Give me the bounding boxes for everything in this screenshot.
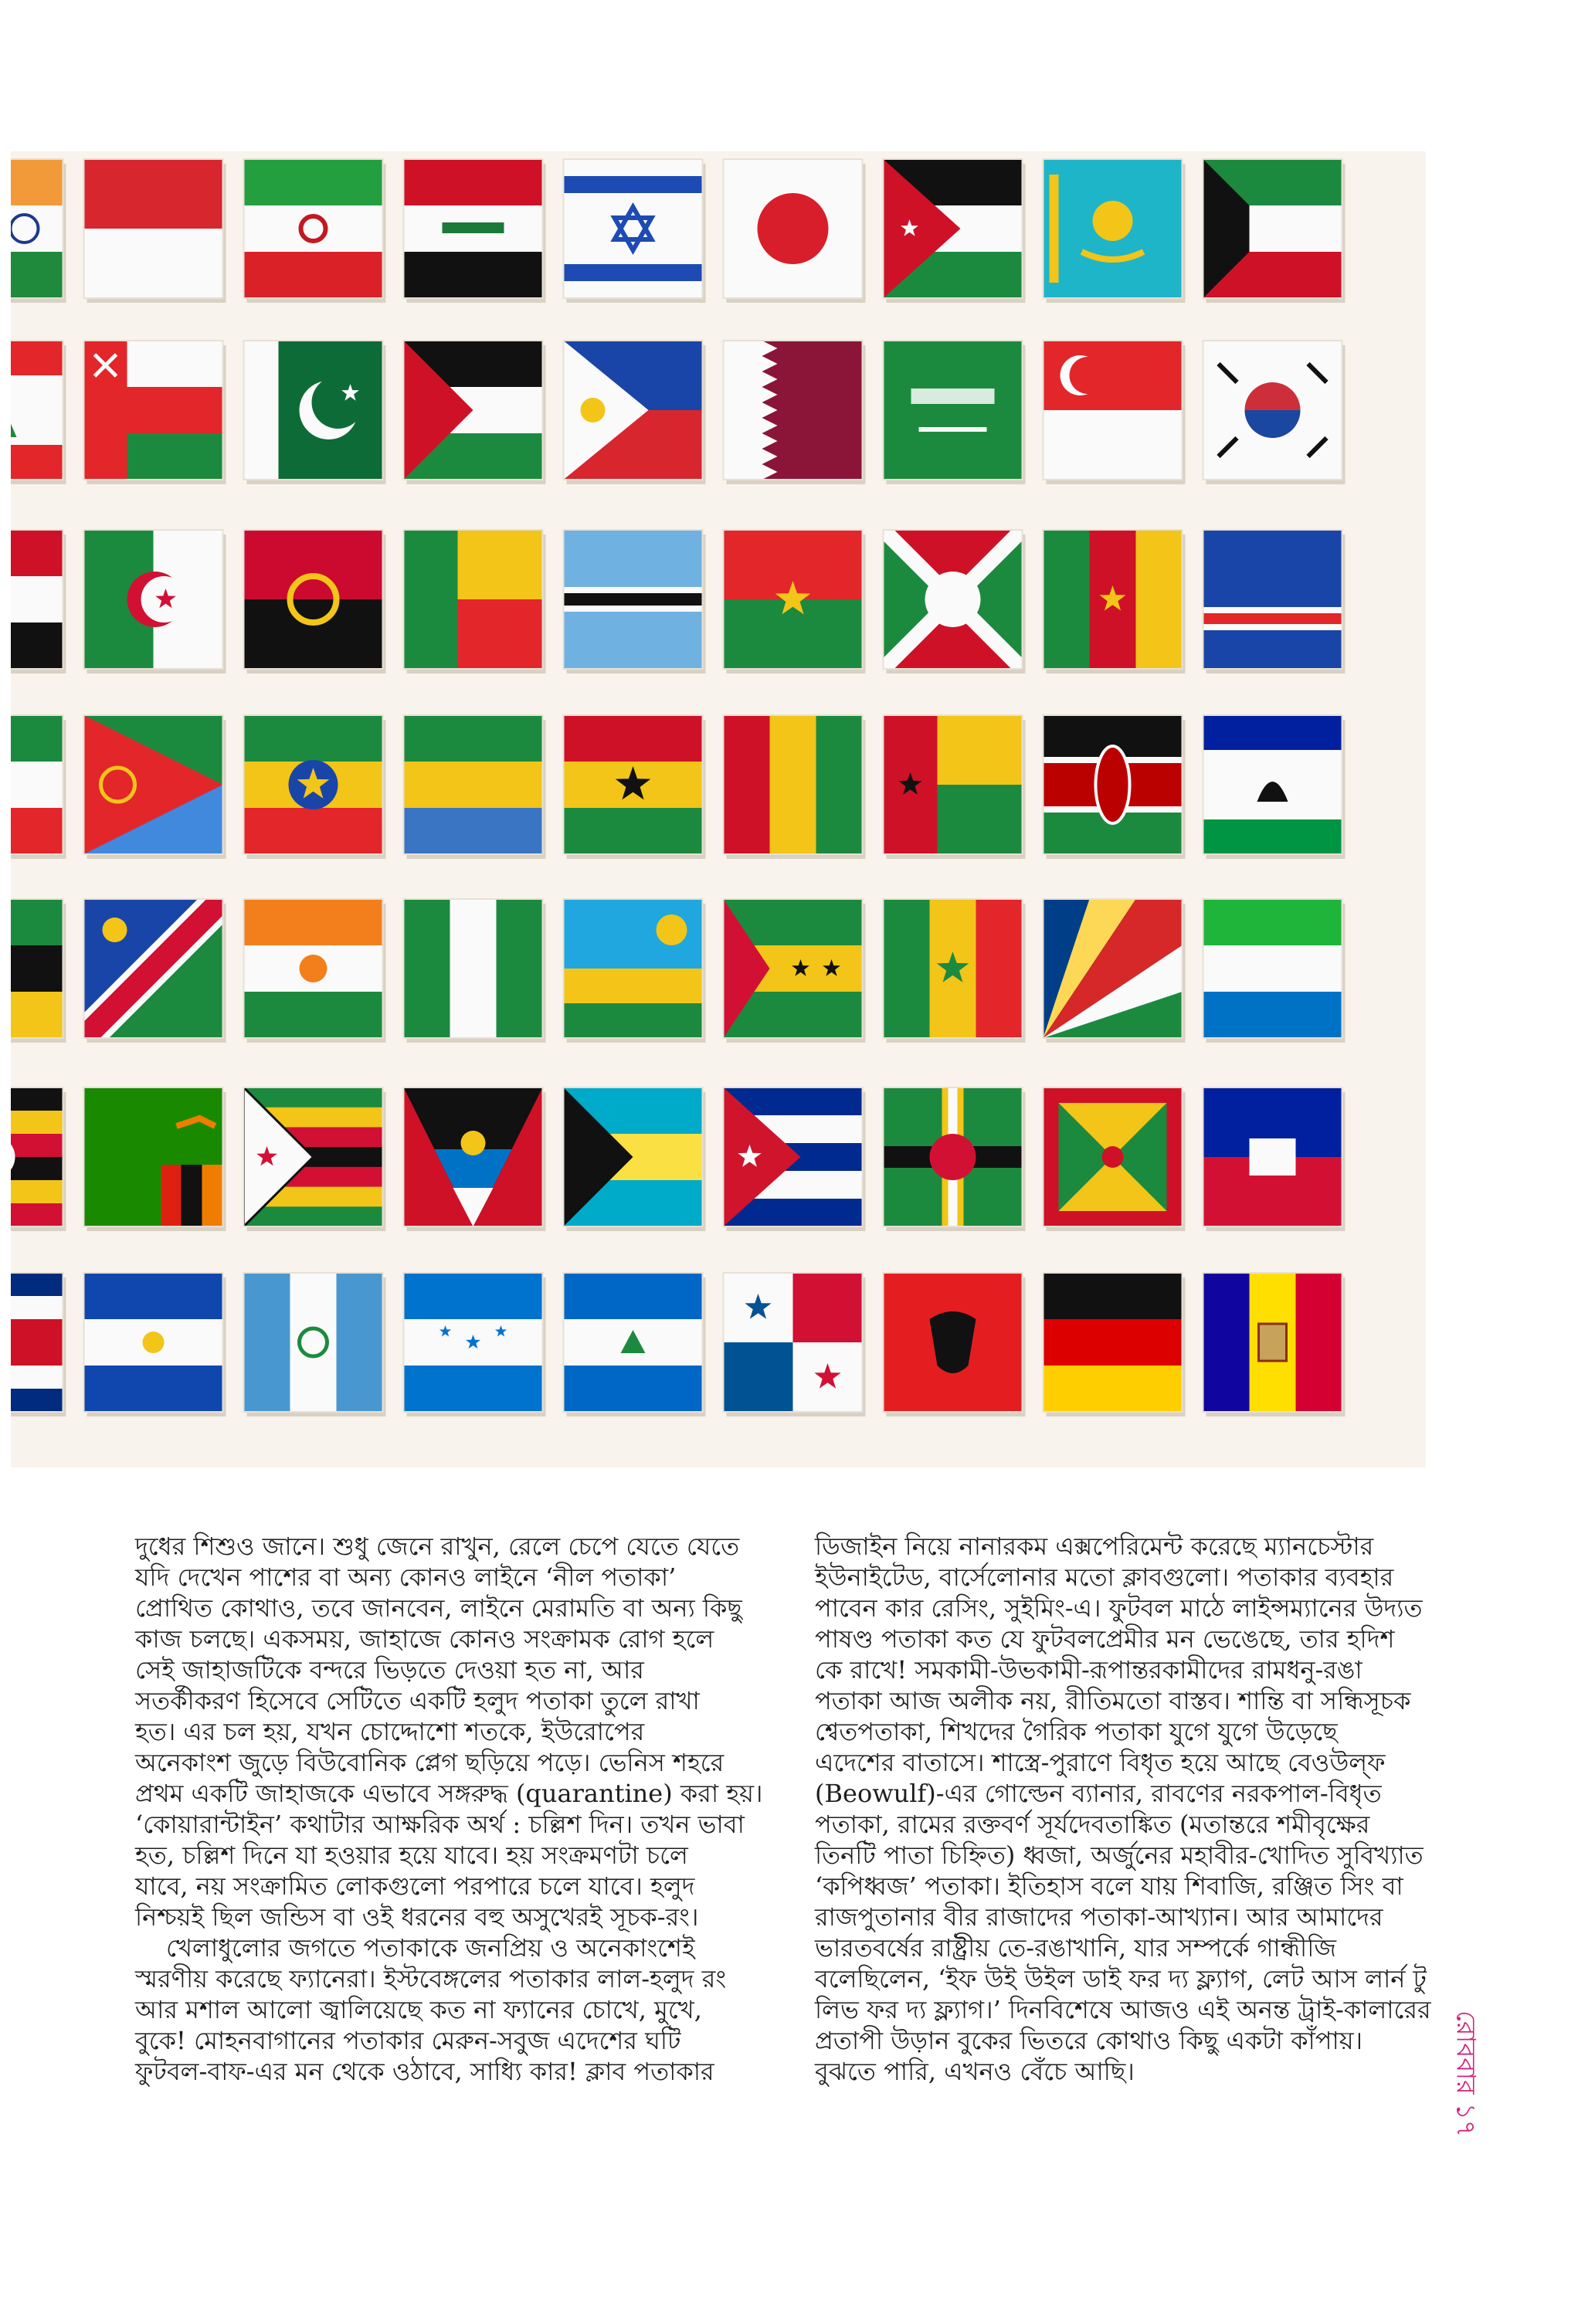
flag-dominica xyxy=(884,1087,1026,1231)
flag-botswana xyxy=(564,530,706,673)
flag-philippines xyxy=(564,341,706,484)
text-line: সতর্কীকরণ হিসেবে সেটিতে একটি হলুদ পতাকা তুলে রাখা xyxy=(135,1686,700,1715)
text-line: খেলাধুলোর জগতে পতাকাকে জনপ্রিয় ও অনেকাংশেই xyxy=(166,1933,695,1963)
flag-equatorial-guinea xyxy=(11,715,66,859)
flag-pakistan xyxy=(244,341,386,484)
flag-nicaragua xyxy=(564,1273,706,1416)
text-line: লিভ ফর দ্য ফ্ল্যাগ।’ দিনবিশেষে আজও এই অনন্ত ট্রাই-কালারের xyxy=(815,1995,1431,2024)
text-line: প্রতাপী উড়ান বুকের ভিতরে কোথাও কিছু একটা কাঁপায়। xyxy=(815,2026,1363,2055)
flag-guatemala xyxy=(244,1273,386,1416)
text-line: বলেছিলেন, ‘ইফ উই উইল ডাই ফর দ্য ফ্ল্যাগ, লেট আস লার্ন টু xyxy=(815,1964,1427,1993)
text-line: ফুটবল-বাফ-এর মন থেকে ওঠাবে, সাধ্যি কার! ক্লাব পতাকার xyxy=(135,2057,714,2086)
flag-ghana xyxy=(564,715,706,859)
flag-iran xyxy=(244,159,386,303)
flag-cameroon xyxy=(1044,530,1186,673)
folio-text: রোববার ১৭ xyxy=(1450,2010,1481,2137)
text-line: এদেশের বাতাসে। শাস্ত্রে-পুরাণে বিধৃত হয়ে আছে বেওউল্‌ফ xyxy=(815,1748,1386,1777)
flag-burundi xyxy=(884,530,1026,673)
flag-niger xyxy=(244,899,386,1043)
flag-uganda xyxy=(11,1087,66,1231)
flag-nigeria xyxy=(404,899,546,1043)
flag-honduras xyxy=(404,1273,546,1416)
flag-albania xyxy=(884,1273,1026,1416)
text-line: (Beowulf)-এর গোল্ডেন ব্যানার, রাবণের নরকপাল-বিধৃত xyxy=(815,1779,1382,1808)
flag-kenya xyxy=(1044,715,1186,859)
text-line: যাবে, নয় সংক্রামিত লোকগুলো পরপারে চলে যাবে। হলুদ xyxy=(135,1871,695,1901)
text-line: আর মশাল আলো জ্বালিয়েছে কত না ফ্যানের চোখে, মুখে, xyxy=(135,1995,702,2024)
flag-japan xyxy=(724,159,866,303)
text-line: রাজপুতানার বীর রাজাদের পতাকা-আখ্যান। আর আমাদের xyxy=(815,1902,1383,1932)
text-line: যদি দেখেন পাশের বা অন্য কোনও লাইনে ‘নীল পতাকা’ xyxy=(135,1562,677,1592)
text-line: ডিজাইন নিয়ে নানারকম এক্সপেরিমেন্ট করেছে ম্যানচেস্টার xyxy=(815,1532,1374,1561)
text-line: নিশ্চয়ই ছিল জন্ডিস বা ওই ধরনের বহু অসুখেরই সূচক-রং। xyxy=(135,1902,699,1932)
flag-saudi-arabia xyxy=(884,341,1026,484)
text-line: প্রোথিত কোথাও, তবে জানবেন, লাইনে মেরামতি বা অন্য কিছু xyxy=(135,1593,742,1623)
flag-grid xyxy=(11,151,1426,1467)
flag-antigua xyxy=(404,1087,546,1231)
flag-iraq xyxy=(404,159,546,303)
flag-guinea xyxy=(724,715,866,859)
flag-guinea-bissau xyxy=(884,715,1026,859)
article-left-column xyxy=(135,1531,763,2087)
flag-singapore xyxy=(1044,341,1186,484)
flag-ethiopia xyxy=(244,715,386,859)
text-line: পাষণ্ড পতাকা কত যে ফুটবলপ্রেমীর মন ভেঙেছে, তার হদিশ xyxy=(815,1624,1395,1654)
flag-bahamas xyxy=(564,1087,706,1231)
flag-andorra xyxy=(1203,1273,1346,1416)
flag-oman xyxy=(84,341,226,484)
text-line: হত, চল্লিশ দিনে যা হওয়ার হয়ে যাবে। হয় সংক্রমণটা চলে xyxy=(135,1841,688,1870)
flag-seychelles xyxy=(1044,899,1186,1043)
flag-palestine xyxy=(404,341,546,484)
flag-lesotho xyxy=(1203,715,1346,859)
text-line: বুঝতে পারি, এখনও বেঁচে আছি। xyxy=(815,2057,1135,2086)
text-line: পতাকা আজ অলীক নয়, রীতিমতো বাস্তব। শান্তি বা সন্ধিসূচক xyxy=(815,1686,1411,1715)
flag-el-salvador xyxy=(84,1273,226,1416)
flag-south-korea xyxy=(1203,341,1346,484)
text-line: অনেকাংশ জুড়ে বিউবোনিক প্লেগ ছড়িয়ে পড়ে। ভেনিস শহরে xyxy=(135,1748,725,1777)
flag-egypt xyxy=(11,530,66,673)
text-line: প্রথম একটি জাহাজকে এভাবে সঙ্গরুদ্ধ (quarantine) করা হয়। xyxy=(135,1779,763,1808)
flag-india xyxy=(11,159,66,303)
flag-gabon xyxy=(404,715,546,859)
text-line: বুকে! মোহনবাগানের পতাকার মেরুন-সবুজ এদেশের ঘটি xyxy=(135,2026,681,2055)
text-line: হত। এর চল হয়, যখন চোদ্দোশো শতকে, ইউরোপের xyxy=(135,1717,645,1746)
article-right-column xyxy=(815,1531,1441,2087)
page-folio xyxy=(1433,1946,1495,2201)
flag-algeria xyxy=(84,530,226,673)
flag-kuwait xyxy=(1203,159,1346,303)
flag-cuba xyxy=(724,1087,866,1231)
flag-sao-tome xyxy=(724,899,866,1043)
flag-cape-verde xyxy=(1203,530,1346,673)
text-line: কে রাখে! সমকামী-উভকামী-রূপান্তরকামীদের রামধনু-রঙা xyxy=(815,1655,1363,1684)
text-line: ইউনাইটেড, বার্সেলোনার মতো ক্লাবগুলো। পতাকার ব্যবহার xyxy=(815,1562,1394,1592)
text-line: ‘কোয়ারান্টাইন’ কথাটার আক্ষরিক অর্থ : চল্লিশ দিন। তখন ভাবা xyxy=(135,1810,745,1839)
text-line: দুধের শিশুও জানে। শুধু জেনে রাখুন, রেলে চেপে যেতে যেতে xyxy=(135,1532,740,1561)
text-line: শ্বেতপতাকা, শিখদের গৈরিক পতাকা যুগে যুগে উড়েছে xyxy=(815,1717,1338,1746)
text-line: সেই জাহাজটিকে বন্দরে ভিড়তে দেওয়া হত না, আর xyxy=(135,1655,644,1684)
flag-angola xyxy=(244,530,386,673)
text-line: পতাকা, রামের রক্তবর্ণ সূর্যদেবতাঙ্কিত (মতান্তরে শমীবৃক্ষের xyxy=(815,1810,1370,1839)
flag-eritrea xyxy=(84,715,226,859)
flag-indonesia xyxy=(84,159,226,303)
flag-israel xyxy=(564,159,706,303)
flag-grenada xyxy=(1044,1087,1186,1231)
flag-jordan xyxy=(884,159,1026,303)
flag-zimbabwe xyxy=(244,1087,386,1231)
flags-svg xyxy=(11,151,1426,1467)
flag-rwanda xyxy=(564,899,706,1043)
text-line: পাবেন কার রেসিং, সুইমিং-এ। ফুটবল মাঠে লাইন্সম্যানের উদ্যত xyxy=(815,1593,1423,1623)
text-line: কাজ চলছে। একসময়, জাহাজে কোনও সংক্রামক রোগ হলে xyxy=(135,1624,714,1654)
flag-haiti xyxy=(1203,1087,1346,1231)
flag-sierra-leone xyxy=(1203,899,1346,1043)
flag-germany xyxy=(1044,1273,1186,1416)
flag-lebanon xyxy=(11,341,66,484)
flag-mozambique xyxy=(11,899,66,1043)
flag-qatar xyxy=(724,341,866,484)
flag-kazakhstan xyxy=(1044,159,1186,303)
flag-burkina-faso xyxy=(724,530,866,673)
flag-senegal xyxy=(884,899,1026,1043)
flag-costa-rica xyxy=(11,1273,66,1416)
flag-zambia xyxy=(84,1087,226,1231)
text-line: তিনটি পাতা চিহ্নিত) ধ্বজা, অর্জুনের মহাবীর-খোদিত সুবিখ্যাত xyxy=(815,1841,1424,1870)
text-line: স্মরণীয় করেছে ফ্যানেরা। ইস্টবেঙ্গলের পতাকার লাল-হলুদ রং xyxy=(135,1964,727,1993)
text-line: ‘কপিধ্বজ’ পতাকা। ইতিহাস বলে যায় শিবাজি, রঞ্জিত সিং বা xyxy=(815,1871,1403,1901)
flag-namibia xyxy=(84,899,226,1043)
flag-panama xyxy=(724,1273,866,1416)
flag-benin xyxy=(404,530,546,673)
text-line: ভারতবর্ষের রাষ্ট্রীয় তে-রঙাখানি, যার সম্পর্কে গান্ধীজি xyxy=(815,1933,1336,1963)
